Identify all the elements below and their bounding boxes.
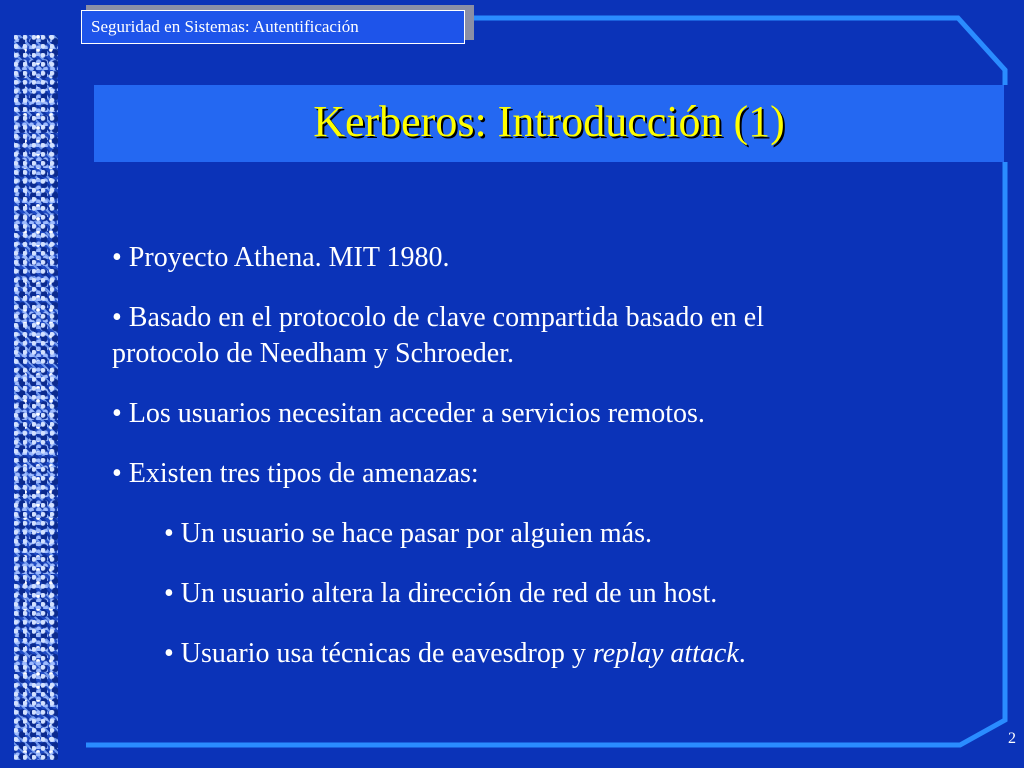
header-label: Seguridad en Sistemas: Autentificación <box>81 10 465 44</box>
sub-bullet-item <box>164 636 992 672</box>
sub-bullet-text-end: . <box>738 638 746 669</box>
page-number: 2 <box>1008 730 1016 747</box>
bullet-item <box>112 300 992 372</box>
sub-bullet-text: • Usuario usa técnicas de eavesdrop y <box>164 638 593 669</box>
sub-bullet-item: • Un usuario se hace pasar por alguien más. <box>164 518 652 549</box>
bullet-item: • Proyecto Athena. MIT 1980. <box>112 242 450 273</box>
bullet-item: • Existen tres tipos de amenazas: <box>112 458 479 489</box>
sub-bullet-emphasis: replay attack <box>592 638 739 669</box>
bullet-line: protocolo de Needham y Schroeder. <box>112 338 514 369</box>
sub-bullet-item: • Un usuario altera la dirección de red de un host. <box>164 578 718 609</box>
bullet-line: • Basado en el protocolo de clave compartida basado en el <box>112 302 764 333</box>
slide-title: Kerberos: Introducción (1) <box>313 97 785 146</box>
bullet-item: • Los usuarios necesitan acceder a servicios remotos. <box>112 398 705 429</box>
bullet-list <box>112 240 992 696</box>
